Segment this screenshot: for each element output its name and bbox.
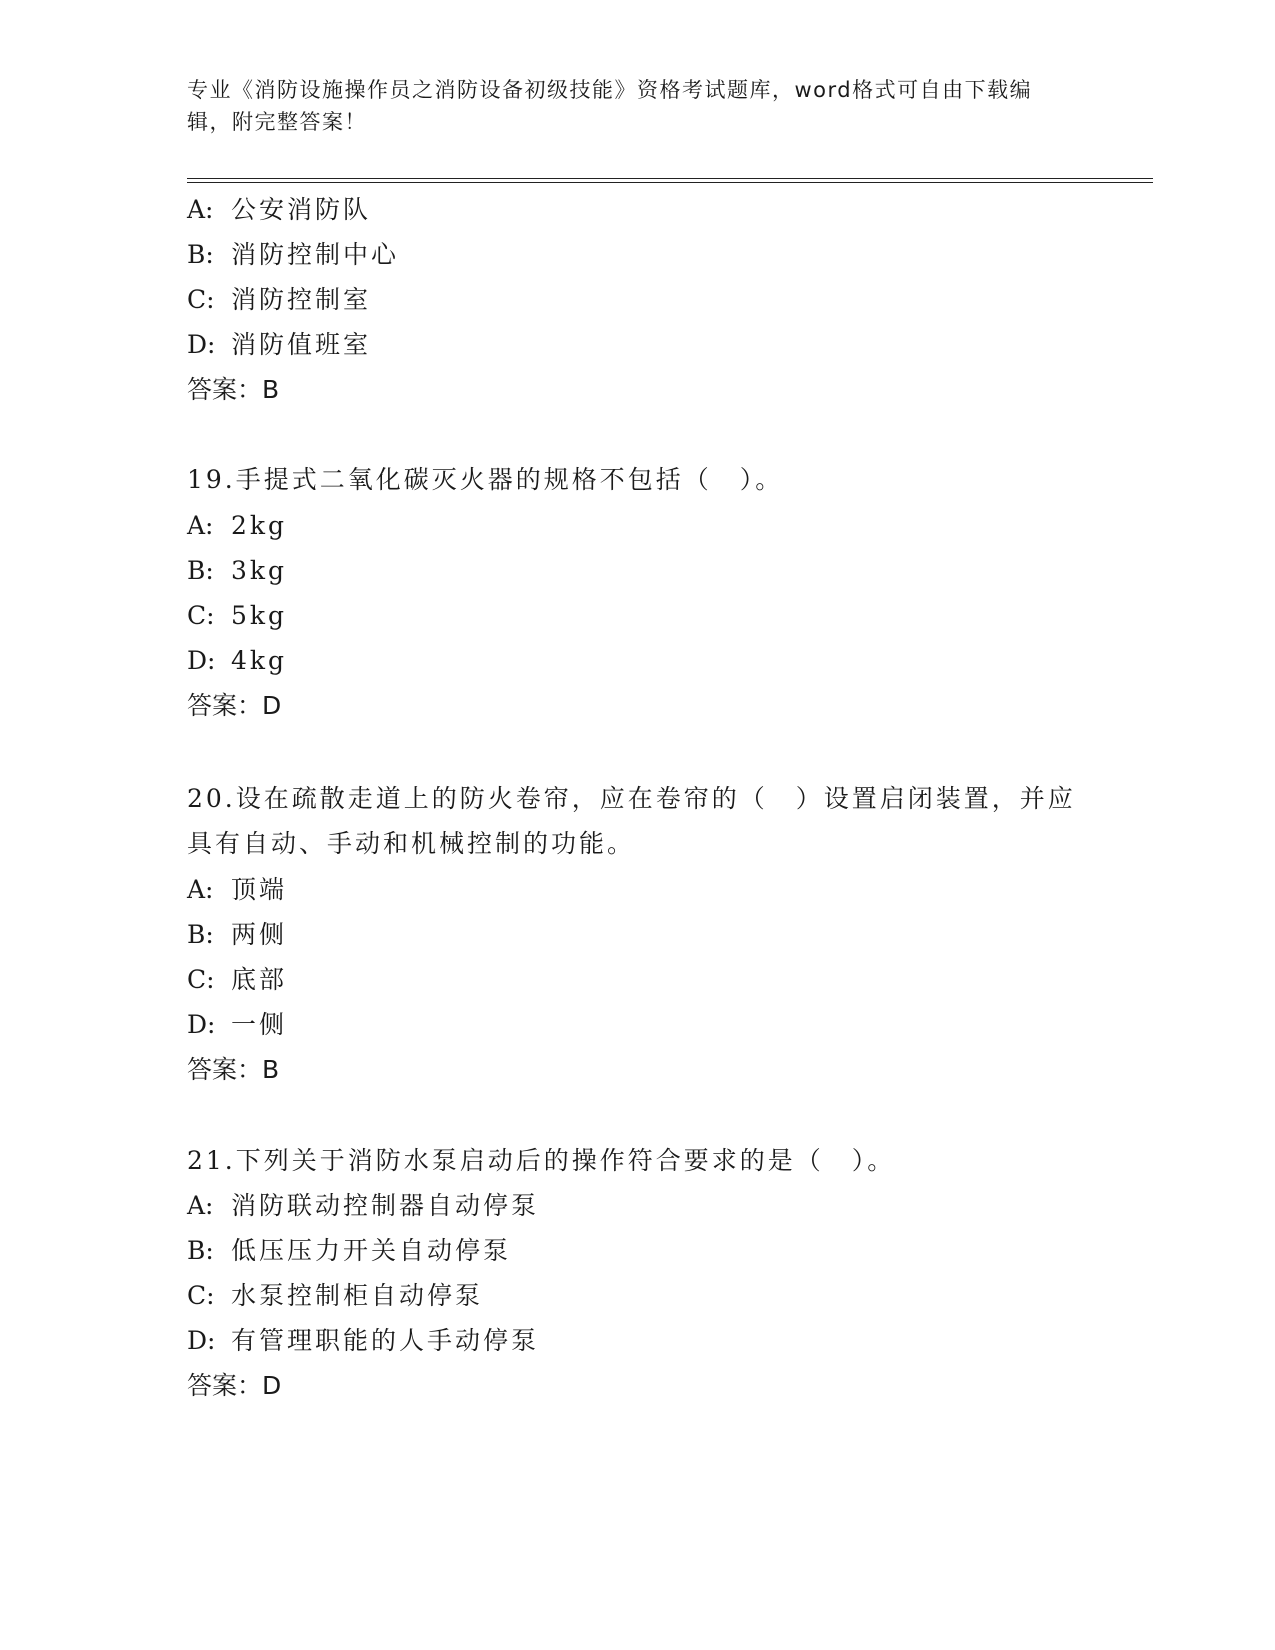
q21-question: 21.下列关于消防水泵启动后的操作符合要求的是（ ）。 bbox=[187, 1146, 896, 1175]
option-key: D: bbox=[187, 330, 216, 359]
q18-option-d bbox=[187, 329, 371, 361]
header-divider-top bbox=[187, 178, 1153, 179]
option-text: 消防控制中心 bbox=[231, 240, 400, 269]
q18-option-a bbox=[187, 194, 371, 226]
option-text: 低压压力开关自动停泵 bbox=[231, 1236, 512, 1265]
q19-option-b bbox=[187, 555, 287, 587]
q19-answer: 答案：D bbox=[187, 691, 282, 720]
q19-option-c bbox=[187, 600, 287, 632]
option-key: C: bbox=[187, 965, 215, 994]
q21-option-a bbox=[187, 1190, 539, 1222]
option-key: C: bbox=[187, 601, 215, 630]
q20-option-b bbox=[187, 919, 287, 951]
q21-option-d bbox=[187, 1325, 539, 1357]
option-key: D: bbox=[187, 1326, 216, 1355]
option-key: A: bbox=[187, 1191, 214, 1220]
header-divider-bottom bbox=[187, 182, 1153, 183]
option-text: 3kg bbox=[231, 556, 288, 585]
option-key: B: bbox=[187, 920, 214, 949]
q21-answer: 答案：D bbox=[187, 1371, 282, 1400]
option-key: B: bbox=[187, 1236, 214, 1265]
q18-answer: 答案：B bbox=[187, 375, 280, 404]
option-key: A: bbox=[187, 195, 214, 224]
q18-option-b bbox=[187, 239, 399, 271]
q19-option-a bbox=[187, 510, 287, 542]
q19-question: 19.手提式二氧化碳灭火器的规格不包括（ ）。 bbox=[187, 465, 784, 494]
q20-option-a bbox=[187, 874, 287, 906]
option-text: 两侧 bbox=[231, 920, 288, 949]
option-text: 公安消防队 bbox=[231, 195, 372, 224]
option-key: D: bbox=[187, 646, 216, 675]
option-text: 水泵控制柜自动停泵 bbox=[231, 1281, 484, 1310]
option-text: 2kg bbox=[231, 511, 288, 540]
option-text: 顶端 bbox=[231, 875, 288, 904]
option-text: 消防联动控制器自动停泵 bbox=[231, 1191, 540, 1220]
option-key: D: bbox=[187, 1010, 216, 1039]
q20-question: 20.设在疏散走道上的防火卷帘，应在卷帘的（ ）设置启闭装置，并应具有自动、手动和机械控制的功能。 bbox=[187, 784, 1076, 858]
option-text: 消防控制室 bbox=[231, 285, 372, 314]
option-text: 底部 bbox=[231, 965, 288, 994]
q18-option-c bbox=[187, 284, 371, 316]
option-text: 有管理职能的人手动停泵 bbox=[231, 1326, 540, 1355]
option-text: 5kg bbox=[231, 601, 288, 630]
option-key: A: bbox=[187, 511, 214, 540]
option-text: 4kg bbox=[231, 646, 288, 675]
q21-option-c bbox=[187, 1280, 483, 1312]
q21-option-b bbox=[187, 1235, 511, 1267]
document-header: 专业《消防设施操作员之消防设备初级技能》资格考试题库，word格式可自由下载编辑，附完整答案！ bbox=[187, 78, 1033, 134]
q20-option-c bbox=[187, 964, 287, 996]
q20-answer: 答案：B bbox=[187, 1055, 280, 1084]
option-key: B: bbox=[187, 240, 214, 269]
q20-option-d bbox=[187, 1009, 287, 1041]
option-text: 一侧 bbox=[231, 1010, 288, 1039]
option-key: C: bbox=[187, 1281, 215, 1310]
option-key: A: bbox=[187, 875, 214, 904]
option-key: B: bbox=[187, 556, 214, 585]
q19-option-d bbox=[187, 645, 287, 677]
option-key: C: bbox=[187, 285, 215, 314]
option-text: 消防值班室 bbox=[231, 330, 372, 359]
